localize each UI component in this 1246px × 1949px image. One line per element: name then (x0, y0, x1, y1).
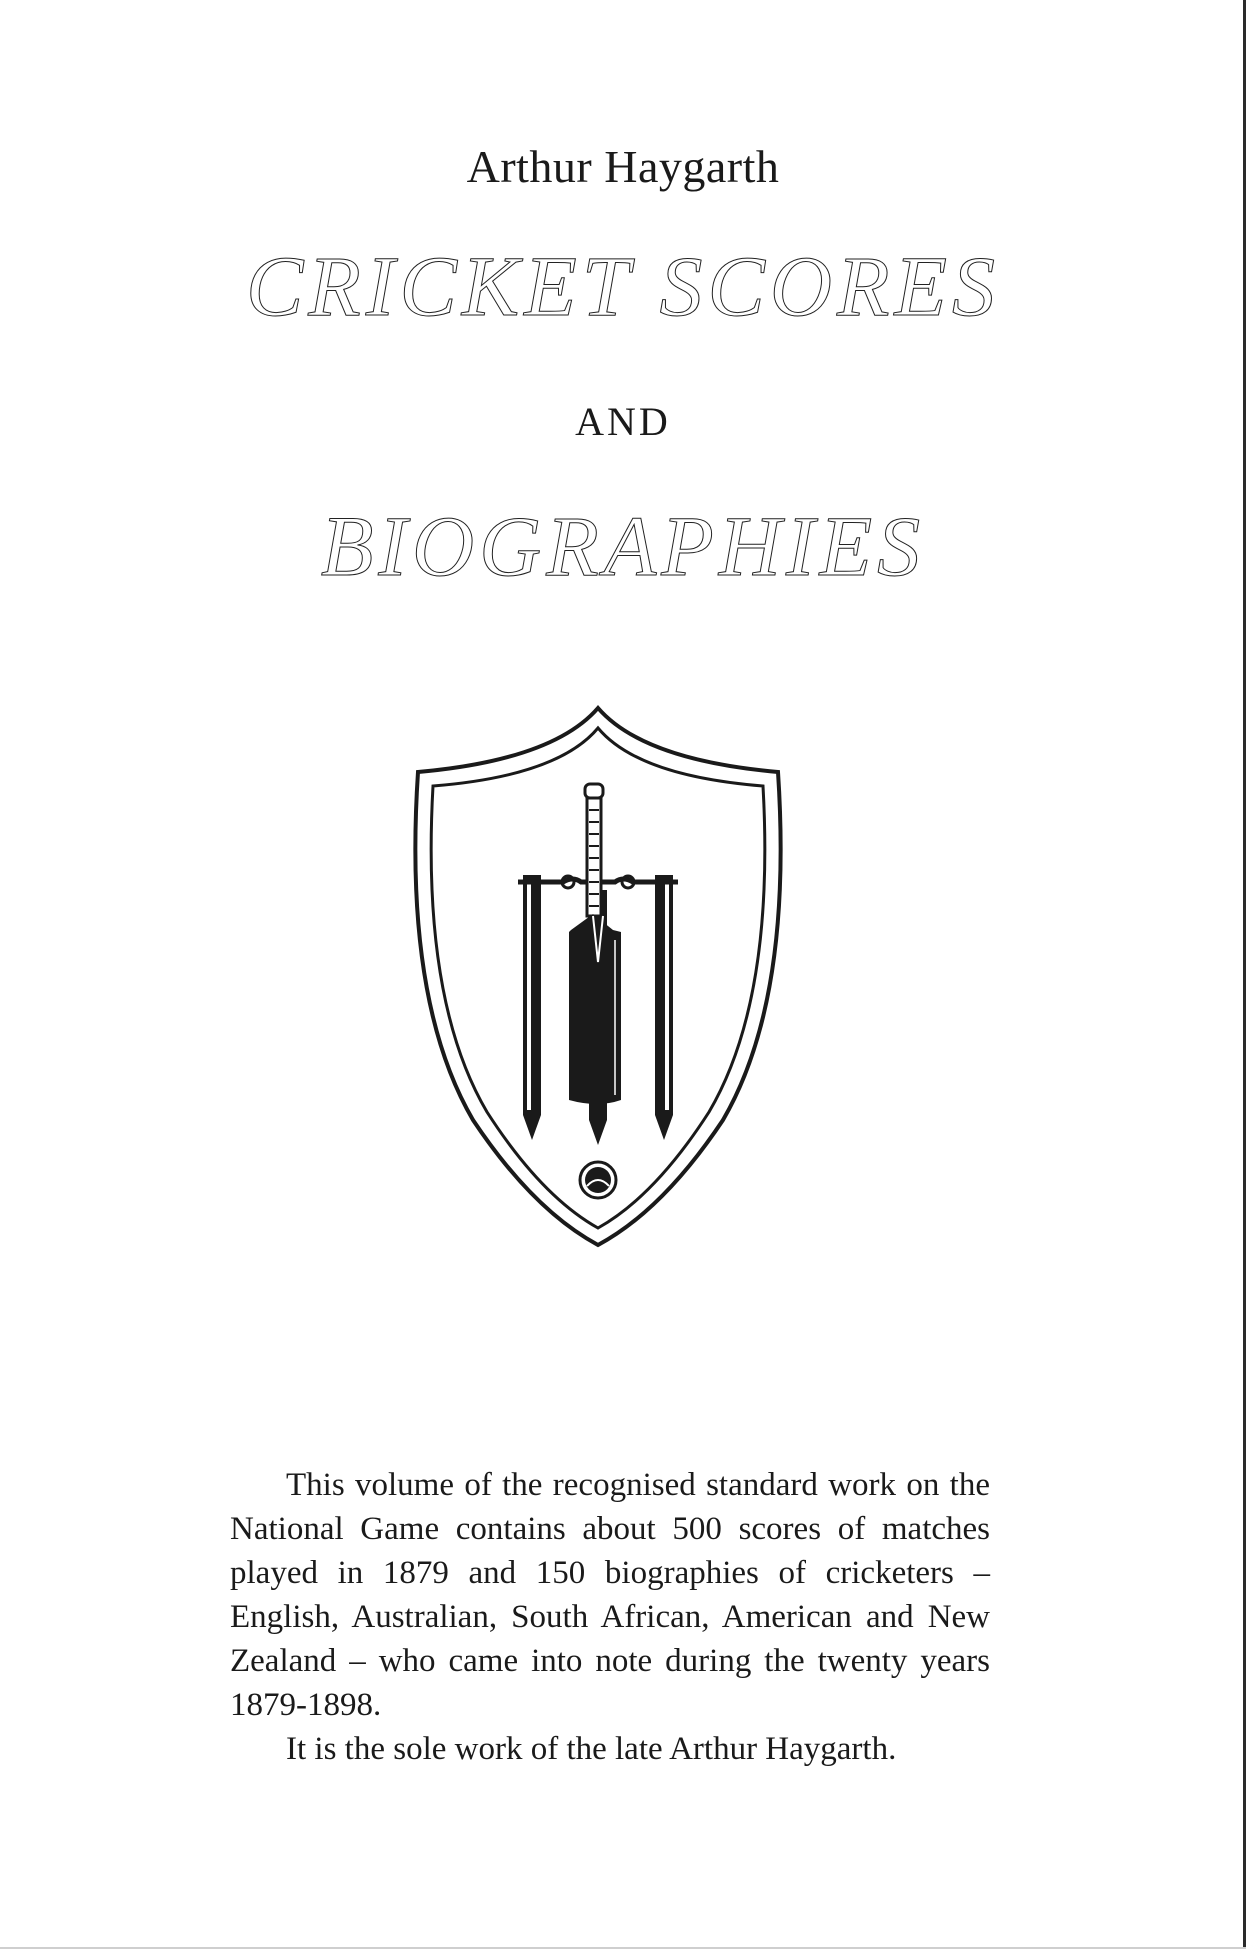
cricket-ball-icon (580, 1162, 616, 1198)
bat-blade-icon (569, 914, 621, 1104)
author-name: Arthur Haygarth (466, 141, 780, 192)
book-title-connector: AND (575, 399, 671, 444)
left-stump-icon (523, 875, 541, 1140)
book-title-main: CRICKET SCORES (245, 238, 1001, 334)
description-blurb (230, 1463, 990, 1771)
cricket-shield-emblem-icon (393, 700, 803, 1250)
description-paragraph: This volume of the recognised standard work on the National Game contains about 500 scores of matches played in 1879 and 150 biographies of cricketers – English, Australian, South African, American and New Zealand – who came into note during the twenty years 1879-1898. (230, 1467, 990, 1723)
description-closing-line: It is the sole work of the late Arthur Haygarth. (286, 1731, 897, 1767)
book-title-sub: BIOGRAPHIES (320, 498, 926, 594)
bat-handle-icon (585, 784, 603, 916)
right-stump-icon (655, 875, 673, 1140)
